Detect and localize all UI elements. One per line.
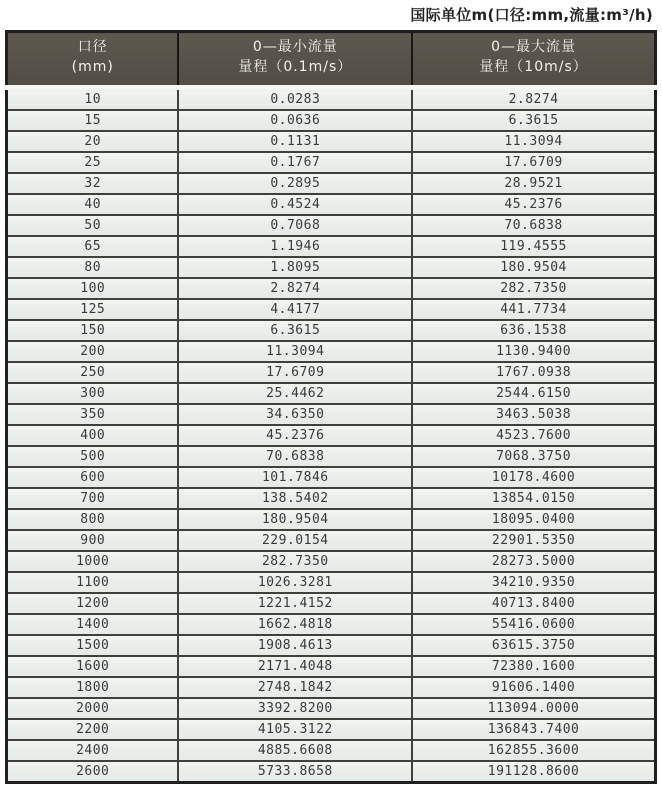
min-flow-cell: 4885.6608 <box>178 740 412 761</box>
min-flow-cell: 11.3094 <box>178 341 412 362</box>
table-row <box>7 173 656 194</box>
max-flow-cell: 1767.0938 <box>412 362 655 383</box>
table-row <box>7 530 656 551</box>
diameter-cell: 600 <box>7 467 179 488</box>
diameter-cell: 1800 <box>7 677 179 698</box>
table-row <box>7 278 656 299</box>
table-row <box>7 194 656 215</box>
table-row <box>7 341 656 362</box>
min-flow-cell: 5733.8658 <box>178 761 412 783</box>
column-header-max-flow-line1: 0—最大流量 <box>491 39 577 56</box>
min-flow-cell: 1662.4818 <box>178 614 412 635</box>
table-row <box>7 761 656 783</box>
page-title: 国际单位m(口径:mm,流量:m³/h) <box>410 6 653 24</box>
max-flow-cell: 40713.8400 <box>412 593 655 614</box>
max-flow-cell: 636.1538 <box>412 320 655 341</box>
min-flow-cell: 2.8274 <box>178 278 412 299</box>
min-flow-cell: 0.1131 <box>178 131 412 152</box>
diameter-cell: 32 <box>7 173 179 194</box>
column-header-diameter-line1: 口径 <box>77 39 108 56</box>
table-row <box>7 257 656 278</box>
max-flow-cell: 7068.3750 <box>412 446 655 467</box>
diameter-cell: 200 <box>7 341 179 362</box>
min-flow-cell: 2171.4048 <box>178 656 412 677</box>
min-flow-cell: 6.3615 <box>178 320 412 341</box>
table-row <box>7 215 656 236</box>
diameter-cell: 15 <box>7 110 179 131</box>
diameter-cell: 250 <box>7 362 179 383</box>
table-header <box>7 32 656 88</box>
min-flow-cell: 1.1946 <box>178 236 412 257</box>
column-header-diameter-line2: (mm) <box>71 59 114 75</box>
diameter-cell: 800 <box>7 509 179 530</box>
max-flow-cell: 2544.6150 <box>412 383 655 404</box>
table-row <box>7 719 656 740</box>
max-flow-cell: 55416.0600 <box>412 614 655 635</box>
diameter-cell: 2600 <box>7 761 179 783</box>
max-flow-cell: 72380.1600 <box>412 656 655 677</box>
min-flow-cell: 282.7350 <box>178 551 412 572</box>
column-header-min-flow-line1: 0—最小流量 <box>252 39 338 56</box>
min-flow-cell: 34.6350 <box>178 404 412 425</box>
diameter-cell: 2400 <box>7 740 179 761</box>
diameter-cell: 25 <box>7 152 179 173</box>
table-row <box>7 236 656 257</box>
column-header-max-flow <box>412 32 655 88</box>
diameter-cell: 125 <box>7 299 179 320</box>
max-flow-cell: 282.7350 <box>412 278 655 299</box>
flow-range-table <box>5 30 657 784</box>
table-row <box>7 572 656 593</box>
max-flow-cell: 136843.7400 <box>412 719 655 740</box>
max-flow-cell: 2.8274 <box>412 88 655 111</box>
diameter-cell: 65 <box>7 236 179 257</box>
min-flow-cell: 1908.4613 <box>178 635 412 656</box>
diameter-cell: 100 <box>7 278 179 299</box>
max-flow-cell: 10178.4600 <box>412 467 655 488</box>
table-row <box>7 656 656 677</box>
column-header-max-flow-line2: 量程（10m/s） <box>479 59 588 75</box>
table-row <box>7 383 656 404</box>
diameter-cell: 1200 <box>7 593 179 614</box>
min-flow-cell: 0.0636 <box>178 110 412 131</box>
table-row <box>7 110 656 131</box>
column-header-min-flow-line2: 量程（0.1m/s） <box>238 59 353 75</box>
table-row <box>7 635 656 656</box>
max-flow-cell: 63615.3750 <box>412 635 655 656</box>
table-row <box>7 740 656 761</box>
min-flow-cell: 0.4524 <box>178 194 412 215</box>
max-flow-cell: 113094.0000 <box>412 698 655 719</box>
table-row <box>7 362 656 383</box>
max-flow-cell: 162855.3600 <box>412 740 655 761</box>
max-flow-cell: 70.6838 <box>412 215 655 236</box>
max-flow-cell: 13854.0150 <box>412 488 655 509</box>
table-row <box>7 467 656 488</box>
min-flow-cell: 1221.4152 <box>178 593 412 614</box>
diameter-cell: 900 <box>7 530 179 551</box>
diameter-cell: 80 <box>7 257 179 278</box>
max-flow-cell: 11.3094 <box>412 131 655 152</box>
max-flow-cell: 34210.9350 <box>412 572 655 593</box>
diameter-cell: 20 <box>7 131 179 152</box>
min-flow-cell: 4105.3122 <box>178 719 412 740</box>
max-flow-cell: 22901.5350 <box>412 530 655 551</box>
max-flow-cell: 17.6709 <box>412 152 655 173</box>
min-flow-cell: 2748.1842 <box>178 677 412 698</box>
max-flow-cell: 119.4555 <box>412 236 655 257</box>
header-row <box>7 32 656 88</box>
table-row <box>7 593 656 614</box>
min-flow-cell: 180.9504 <box>178 509 412 530</box>
diameter-cell: 1000 <box>7 551 179 572</box>
diameter-cell: 2200 <box>7 719 179 740</box>
diameter-cell: 1400 <box>7 614 179 635</box>
min-flow-cell: 70.6838 <box>178 446 412 467</box>
diameter-cell: 500 <box>7 446 179 467</box>
diameter-cell: 2000 <box>7 698 179 719</box>
min-flow-cell: 1.8095 <box>178 257 412 278</box>
table-row <box>7 446 656 467</box>
max-flow-cell: 28.9521 <box>412 173 655 194</box>
max-flow-cell: 91606.1400 <box>412 677 655 698</box>
min-flow-cell: 0.0283 <box>178 88 412 111</box>
table-row <box>7 488 656 509</box>
min-flow-cell: 101.7846 <box>178 467 412 488</box>
table-row <box>7 614 656 635</box>
diameter-cell: 300 <box>7 383 179 404</box>
table-row <box>7 425 656 446</box>
table-row <box>7 299 656 320</box>
diameter-cell: 50 <box>7 215 179 236</box>
min-flow-cell: 45.2376 <box>178 425 412 446</box>
min-flow-cell: 4.4177 <box>178 299 412 320</box>
column-header-min-flow <box>178 32 412 88</box>
max-flow-cell: 18095.0400 <box>412 509 655 530</box>
table-row <box>7 509 656 530</box>
min-flow-cell: 138.5402 <box>178 488 412 509</box>
min-flow-cell: 25.4462 <box>178 383 412 404</box>
table-row <box>7 320 656 341</box>
table-row <box>7 404 656 425</box>
min-flow-cell: 3392.8200 <box>178 698 412 719</box>
diameter-cell: 150 <box>7 320 179 341</box>
table-body <box>7 88 656 783</box>
diameter-cell: 40 <box>7 194 179 215</box>
diameter-cell: 350 <box>7 404 179 425</box>
max-flow-cell: 6.3615 <box>412 110 655 131</box>
table-row <box>7 677 656 698</box>
diameter-cell: 400 <box>7 425 179 446</box>
diameter-cell: 700 <box>7 488 179 509</box>
table-row <box>7 698 656 719</box>
diameter-cell: 1500 <box>7 635 179 656</box>
max-flow-cell: 28273.5000 <box>412 551 655 572</box>
column-header-diameter <box>7 32 179 88</box>
max-flow-cell: 45.2376 <box>412 194 655 215</box>
min-flow-cell: 1026.3281 <box>178 572 412 593</box>
min-flow-cell: 17.6709 <box>178 362 412 383</box>
max-flow-cell: 4523.7600 <box>412 425 655 446</box>
max-flow-cell: 180.9504 <box>412 257 655 278</box>
table-row <box>7 131 656 152</box>
min-flow-cell: 0.7068 <box>178 215 412 236</box>
table-row <box>7 152 656 173</box>
min-flow-cell: 229.0154 <box>178 530 412 551</box>
table-row <box>7 88 656 111</box>
min-flow-cell: 0.2895 <box>178 173 412 194</box>
max-flow-cell: 3463.5038 <box>412 404 655 425</box>
diameter-cell: 10 <box>7 88 179 111</box>
max-flow-cell: 441.7734 <box>412 299 655 320</box>
diameter-cell: 1600 <box>7 656 179 677</box>
max-flow-cell: 1130.9400 <box>412 341 655 362</box>
min-flow-cell: 0.1767 <box>178 152 412 173</box>
max-flow-cell: 191128.8600 <box>412 761 655 783</box>
table-row <box>7 551 656 572</box>
diameter-cell: 1100 <box>7 572 179 593</box>
